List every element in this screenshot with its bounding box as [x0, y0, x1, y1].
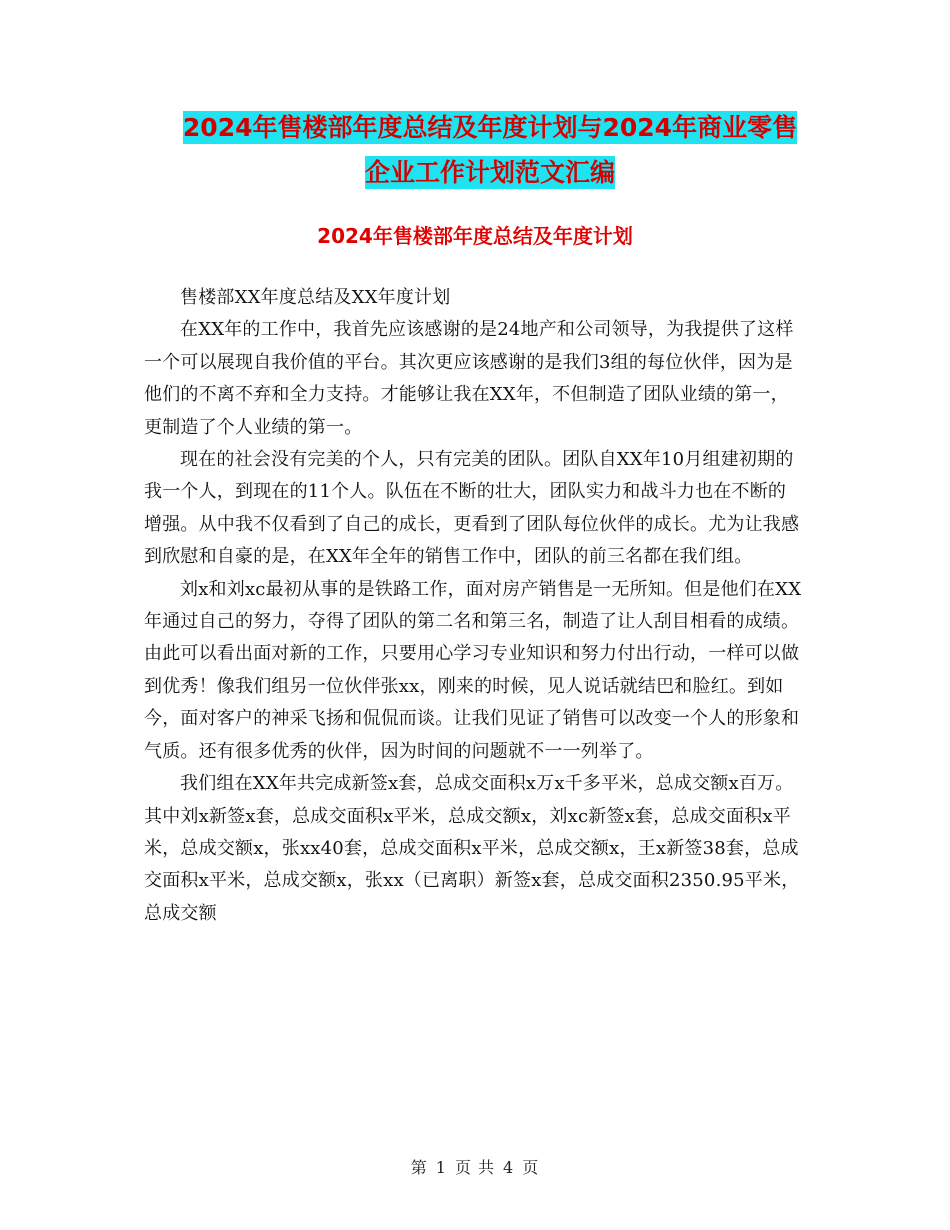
document-body — [144, 282, 804, 930]
footer-suffix: 页 — [522, 1158, 540, 1177]
paragraph-4: 我们组在XX年共完成新签x套，总成交面积x万x千多平米，总成交额x百万。其中刘x新签x套，总成交面积x平米，总成交额x，刘xc新签x套，总成交面积x平米，总成交额x，张xx40套，总成交面积x平米，总成交额x，王x新签38套，总成交面积x平米，总成交额x，张xx（已离职）新签x套，总成交面积2350.95平米，总成交额 — [144, 773, 800, 924]
section-title: 2024年售楼部年度总结及年度计划 — [317, 224, 633, 248]
footer-prefix: 第 — [410, 1158, 428, 1177]
title-highlight-1: 2024年售楼部年度总结及年度计划与2024年商业零售 — [182, 113, 798, 142]
document-title-line-1 — [140, 113, 840, 143]
paragraph-1: 在XX年的工作中，我首先应该感谢的是24地产和公司领导，为我提供了这样一个可以展现自我价值的平台。其次更应该感谢的是我们3组的每位伙伴，因为是他们的不离不弃和全力支持。才能够让我在XX年，不但制造了团队业绩的第一，更制造了个人业绩的第一。 — [144, 319, 794, 438]
paragraph-subtitle: 售楼部XX年度总结及XX年度计划 — [180, 287, 451, 308]
page-footer — [0, 1155, 950, 1178]
paragraph-3: 刘x和刘xc最初从事的是铁路工作，面对房产销售是一无所知。但是他们在XX年通过自己的努力，夺得了团队的第二名和第三名，制造了让人刮目相看的成绩。由此可以看出面对新的工作，只要用心学习专业知识和努力付出行动，一样可以做到优秀！像我们组另一位伙伴张xx，刚来的时候，见人说话就结巴和脸红。到如今，面对客户的神采飞扬和侃侃而谈。让我们见证了销售可以改变一个人的形象和气质。还有很多优秀的伙伴，因为时间的问题就不一一列举了。 — [144, 578, 802, 762]
document-title-line-2 — [140, 158, 840, 188]
footer-middle: 页 共 — [454, 1158, 496, 1177]
footer-page-number: 1 — [435, 1158, 447, 1177]
title-highlight-2: 企业工作计划范文汇编 — [364, 158, 615, 187]
footer-total-pages: 4 — [503, 1158, 515, 1177]
paragraph-2: 现在的社会没有完美的个人，只有完美的团队。团队自XX年10月组建初期的我一个人，到现在的11个人。队伍在不断的壮大，团队实力和战斗力也在不断的增强。从中我不仅看到了自己的成长，更看到了团队每位伙伴的成长。尤为让我感到欣慰和自豪的是，在XX年全年的销售工作中，团队的前三名都在我们组。 — [144, 449, 800, 568]
